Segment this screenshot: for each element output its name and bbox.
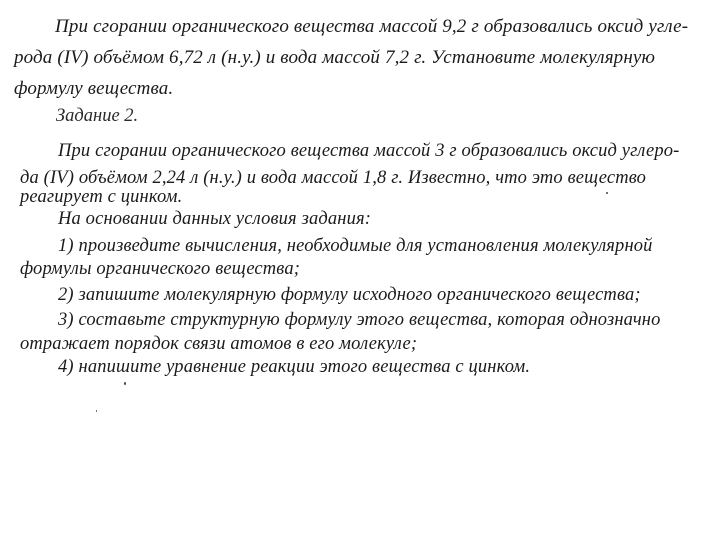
scan-speck [124, 382, 126, 385]
problem2-line9: отражает порядок связи атомов в его молекуле; [20, 334, 418, 354]
problem2-line10: 4) напишите уравнение реакции этого вещества с цинком. [58, 357, 531, 377]
problem2-line2: да (IV) объёмом 2,24 л (н.у.) и вода массой 1,8 г. Известно, что это вещество [20, 168, 647, 188]
problem2-line4: На основании данных условия задания: [58, 209, 372, 229]
problem2-line1: При сгорании органического вещества массой 3 г образовались оксид углеро- [58, 141, 680, 161]
cut-off-heading: Задание 2. [56, 106, 139, 126]
problem1-line1: При сгорании органического вещества массой 9,2 г образовались оксид угле- [55, 16, 689, 37]
scan-speck [96, 410, 97, 412]
problem2-line5: 1) произведите вычисления, необходимые для установления молекулярной [58, 236, 653, 256]
problem1-line3: формулу вещества. [14, 78, 174, 99]
problem2-line6: формулы органического вещества; [20, 259, 301, 279]
problem2-line8: 3) составьте структурную формулу этого вещества, которая однозначно [58, 310, 661, 330]
scan-speck [606, 192, 608, 194]
problem2-line3: реагирует с цинком. [20, 187, 183, 207]
problem2-line7: 2) запишите молекулярную формулу исходного органического вещества; [58, 285, 641, 305]
problem1-line2: рода (IV) объёмом 6,72 л (н.у.) и вода массой 7,2 г. Установите молекулярную [14, 47, 656, 68]
